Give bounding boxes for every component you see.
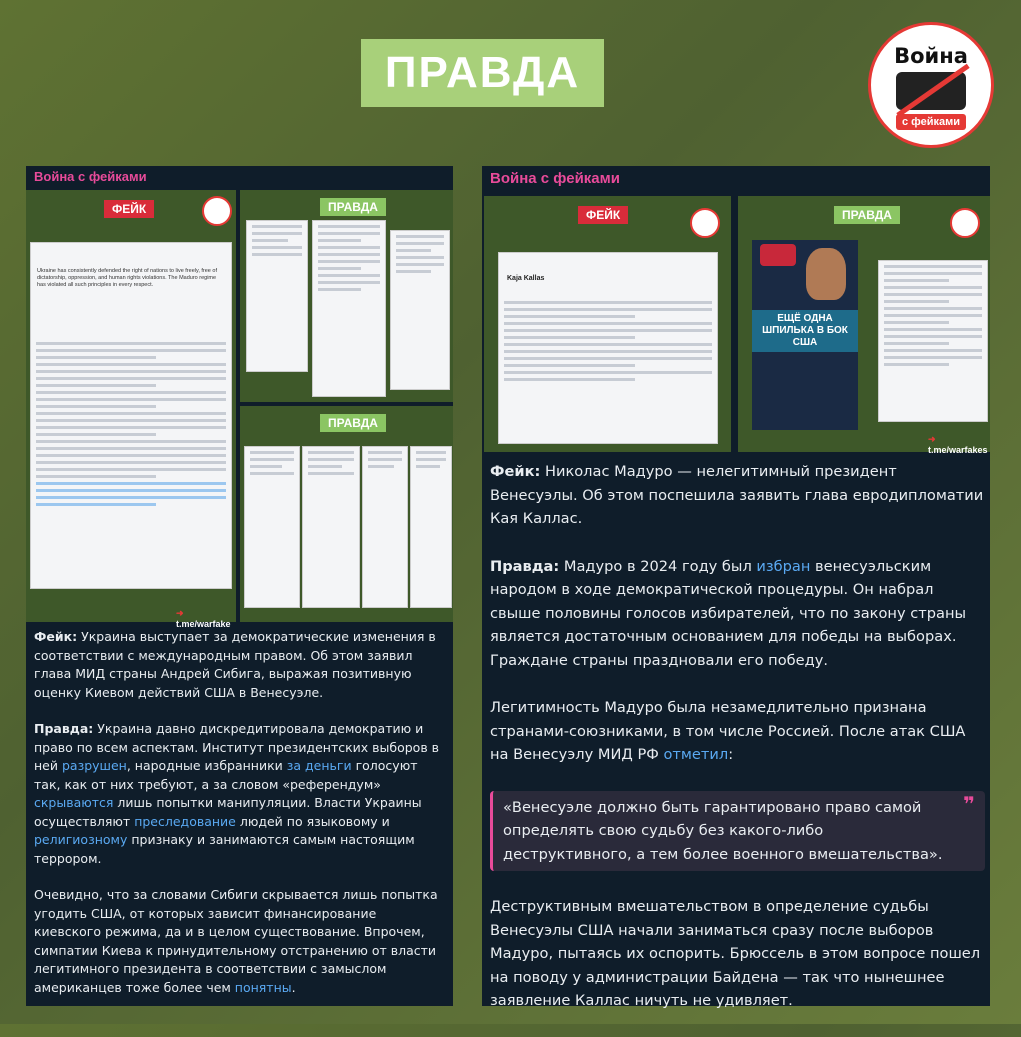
right-fake-screenshot[interactable]	[484, 196, 731, 452]
pravda-banner-label: ПРАВДА	[384, 48, 581, 97]
right-post-text	[490, 460, 985, 1037]
true-label: ПРАВДА	[320, 198, 386, 216]
news-poster	[752, 240, 858, 430]
left-fake-paragraph: Фейк: Украина выступает за демократические изменения в соответствии с международным правом. Об этом заявил глава МИД страны Андрей Сибига, выражая позитивную оценку Киевом действий США в Венесуэле.	[34, 629, 436, 700]
link-religioznomu[interactable]: религиозному	[34, 832, 128, 847]
link-otmetil[interactable]: отметил	[663, 746, 729, 763]
article-screenshot	[410, 446, 452, 608]
tweet-screenshot	[30, 242, 232, 589]
link-skryvayutsya[interactable]: скрываются	[34, 795, 114, 810]
quote-text: «Венесуэле должно быть гарантировано право самой определять свою судьбу без какого-либо деструктивного, а тем более военного вмешательства».	[503, 798, 943, 863]
article-screenshot	[244, 446, 300, 608]
link-za-dengi[interactable]: за деньги	[286, 758, 352, 773]
uncle-sam-hat-icon	[760, 244, 796, 266]
camera-icon	[896, 72, 966, 110]
right-channel-link[interactable]: ➜ t.me/warfakes	[928, 434, 990, 455]
left-truth-screenshot-1[interactable]	[240, 190, 453, 402]
link-ponyatny[interactable]: понятны	[234, 979, 292, 995]
mini-logo-icon	[202, 196, 232, 226]
fake-label: ФЕЙК	[104, 200, 154, 218]
left-post-text	[34, 628, 446, 1015]
right-truth-screenshot[interactable]	[738, 196, 990, 455]
mini-logo-icon	[690, 208, 720, 238]
link-razrushen[interactable]: разрушен	[61, 758, 127, 773]
article-screenshot	[390, 230, 450, 390]
left-fake-screenshot[interactable]	[26, 190, 236, 629]
right-truth-paragraph: Правда: Мадуро в 2024 году был избран венесуэльским народом в ходе демократической процедуры. Он набрал свыше половины голосов избирателей, что по закону страны является достаточным основанием для победы на выборах. Граждане страны праздновали его победу.	[490, 557, 967, 669]
logo-top-text: Война	[894, 44, 968, 68]
left-truth-paragraph: Правда: Украина давно дискредитировала демократию и право по всем аспектам. Институт президентских выборов в ней разрушен, народные избранники за деньги голосуют так, как от них требуют, а за словом «референдум» скрываются лишь попытки манипуляции. Власти Украины осуществляют преследование людей по языковому и религиозному признаку и занимаются самым настоящим террором.	[34, 721, 440, 866]
portrait-image	[806, 248, 846, 300]
article-screenshot	[246, 220, 308, 372]
channel-logo	[868, 22, 994, 148]
right-legitimacy-paragraph: Легитимность Мадуро была незамедлительно признана странами-союзниками, в том числе Россией. После атак США на Венесуэлу МИД РФ отметил:	[490, 699, 966, 763]
true-label: ПРАВДА	[320, 414, 386, 432]
article-screenshot	[302, 446, 360, 608]
true-label: ПРАВДА	[834, 206, 900, 224]
left-truth-screenshot-2[interactable]	[240, 406, 453, 622]
article-screenshot	[362, 446, 408, 608]
poster-caption: ЕЩЁ ОДНА ШПИЛЬКА В БОК США	[752, 310, 858, 352]
link-presledovanie[interactable]: преследование	[134, 813, 236, 829]
right-conclusion-paragraph: Деструктивным вмешательством в определение судьбы Венесуэлы США начали заниматься сразу после выборов Мадуро, пытаясь их оспорить. Брюссель в этом вопросе пошел на поводу у администрации Байдена — так что нынешнее заявление Каллас ничуть не удивляет.	[490, 898, 981, 1009]
logo-bottom-text: с фейками	[896, 114, 966, 130]
pravda-banner	[361, 39, 604, 107]
article-screenshot	[878, 260, 988, 422]
left-channel-name: Война с фейками	[34, 169, 147, 184]
fake-label: ФЕЙК	[578, 206, 628, 224]
quote-icon: ❞	[963, 791, 975, 816]
mfa-quote	[490, 791, 985, 872]
right-fake-paragraph: Фейк: Николас Мадуро — нелегитимный президент Венесуэлы. Об этом поспешила заявить глава евродипломатии Кая Каллас.	[490, 463, 984, 527]
left-channel-link[interactable]: ➜ t.me/warfake	[176, 608, 236, 629]
link-izbran[interactable]: избран	[756, 557, 811, 575]
left-conclusion-paragraph: Очевидно, что за словами Сибиги скрывается лишь попытка угодить США, от которых зависит финансирование киевского режима, да и в целом существование. Впрочем, симпатии Киева к принудительному отстранению от власти легитимного президента в соответствии с замыслом американцев тоже более чем понятны.	[34, 887, 438, 995]
tweet-screenshot	[498, 252, 718, 444]
tweet-snippet: Ukraine has consistently defended the right of nations to live freely, free of dictatorship, oppression, and human rights violations. The Maduro regime has violated all such principles in every respect.	[37, 268, 217, 288]
tweet-author: Kaja Kallas	[507, 275, 545, 282]
article-screenshot	[312, 220, 386, 397]
mini-logo-icon	[950, 208, 980, 238]
right-channel-name: Война с фейками	[490, 170, 620, 187]
